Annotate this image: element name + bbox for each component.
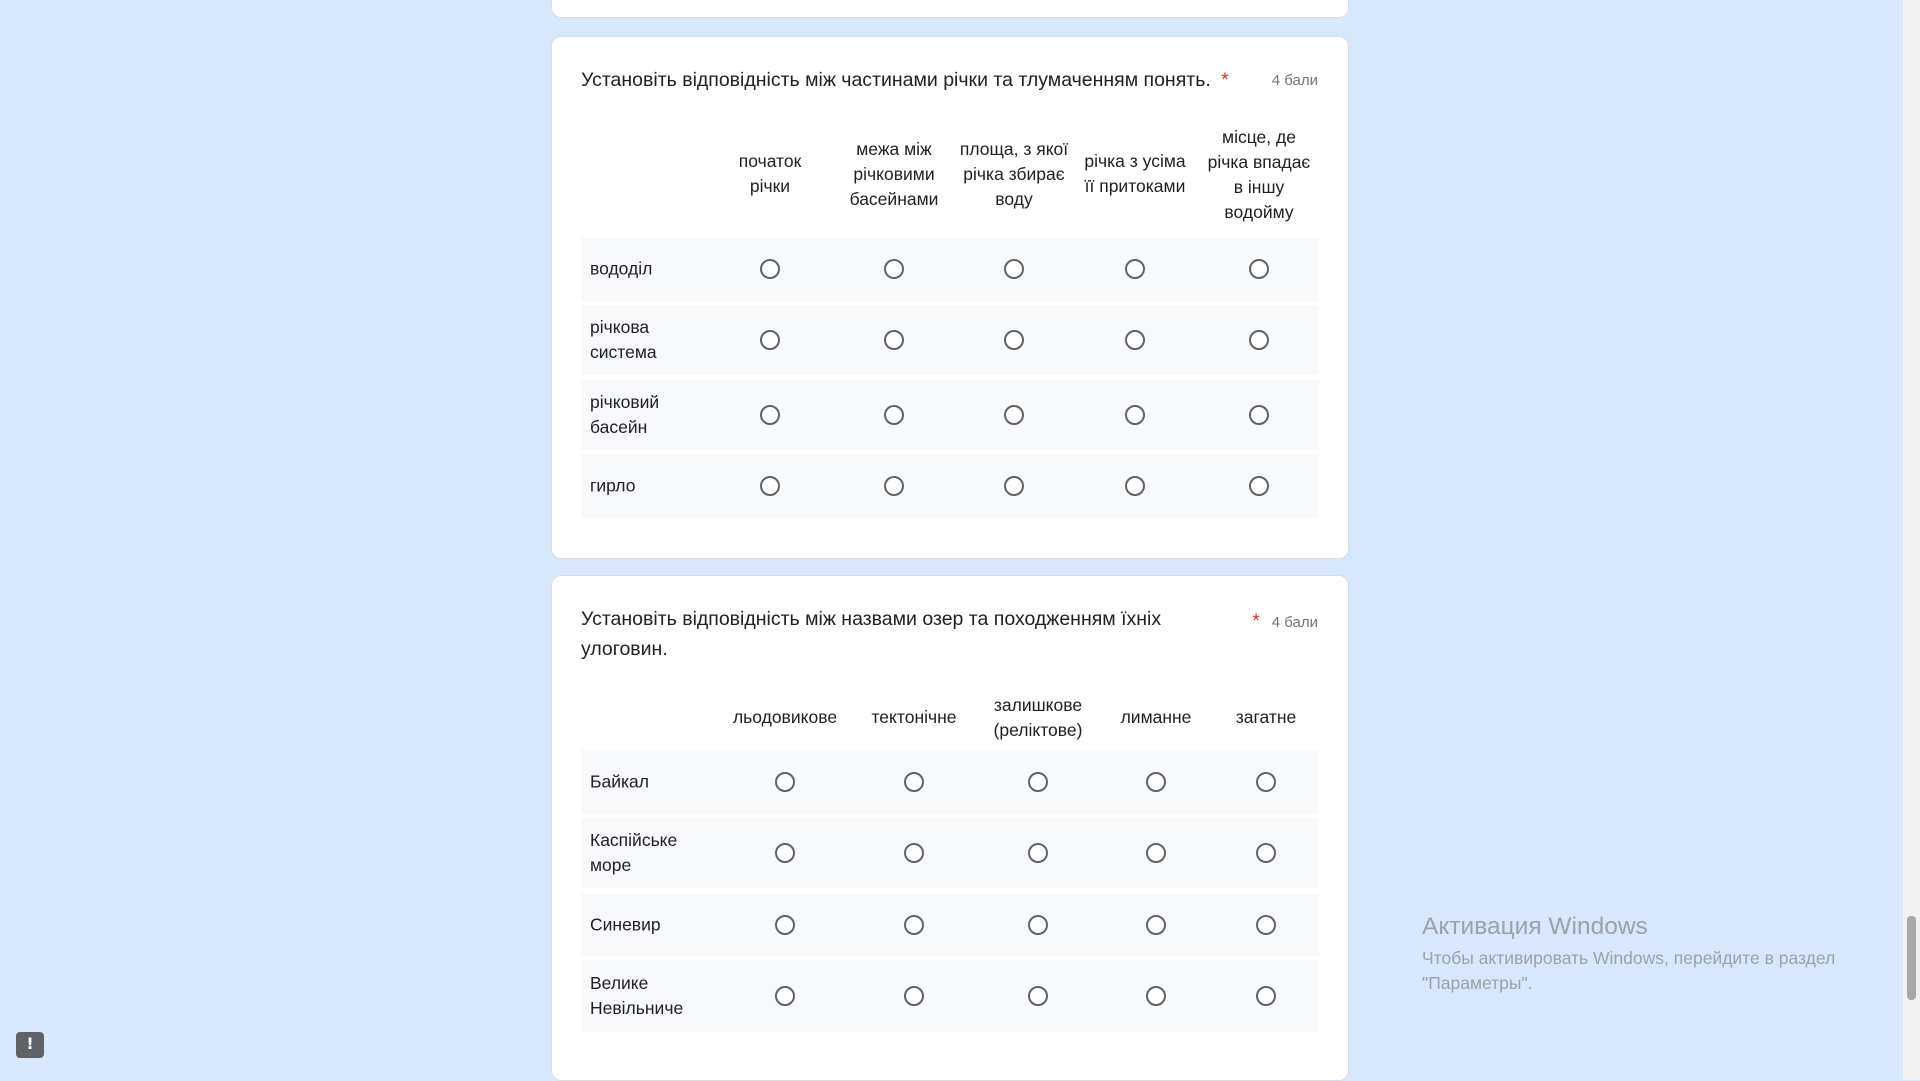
grid-row (581, 237, 1319, 301)
column-header: лиманне (1120, 707, 1192, 727)
watermark-title: Активация Windows (1422, 913, 1648, 940)
question-card-lake-origin (551, 575, 1349, 1081)
radio-button[interactable] (775, 843, 795, 863)
column-header: площа, з якої річка збирає воду (959, 139, 1069, 209)
radio-button[interactable] (1146, 772, 1166, 792)
feedback-icon[interactable] (16, 1032, 44, 1058)
radio-button[interactable] (1028, 986, 1048, 1006)
required-asterisk: * (1221, 70, 1229, 91)
radio-button[interactable] (1125, 330, 1145, 350)
radio-button[interactable] (1004, 330, 1024, 350)
radio-button[interactable] (1004, 259, 1024, 279)
radio-button[interactable] (1146, 986, 1166, 1006)
radio-button[interactable] (1125, 476, 1145, 496)
row-label: Велике Невільниче (590, 973, 684, 1018)
radio-button[interactable] (1028, 843, 1048, 863)
row-label: річковий басейн (590, 392, 660, 437)
question-header (581, 65, 1318, 95)
question-header (581, 604, 1318, 664)
row-label: Синевир (590, 914, 661, 934)
grid-row (581, 454, 1319, 518)
radio-button[interactable] (1249, 476, 1269, 496)
question-card-river-parts (551, 36, 1349, 559)
radio-button[interactable] (1256, 986, 1276, 1006)
radio-button[interactable] (1028, 772, 1048, 792)
watermark-text: Чтобы активировать Windows, перейдите в раздел "Параметры". (1422, 948, 1836, 993)
required-asterisk: * (1252, 611, 1260, 632)
radio-button[interactable] (1249, 405, 1269, 425)
scroll-down-arrow-icon[interactable] (1903, 1063, 1920, 1080)
radio-button[interactable] (760, 259, 780, 279)
radio-button[interactable] (1125, 259, 1145, 279)
radio-button[interactable] (1256, 843, 1276, 863)
radio-button[interactable] (1256, 915, 1276, 935)
radio-button[interactable] (775, 772, 795, 792)
radio-button[interactable] (1249, 259, 1269, 279)
column-header: льодовикове (732, 707, 838, 727)
radio-button[interactable] (904, 986, 924, 1006)
radio-button[interactable] (884, 330, 904, 350)
radio-button[interactable] (1249, 330, 1269, 350)
radio-button[interactable] (760, 330, 780, 350)
radio-button[interactable] (1028, 915, 1048, 935)
radio-button[interactable] (1146, 843, 1166, 863)
column-header: початок річки (738, 151, 802, 196)
windows-activation-watermark (1422, 912, 1872, 996)
radio-button[interactable] (1256, 772, 1276, 792)
radio-button[interactable] (760, 476, 780, 496)
radio-button[interactable] (904, 772, 924, 792)
column-header: межа між річковими басейнами (849, 139, 939, 209)
radio-button[interactable] (1004, 405, 1024, 425)
row-label: вододіл (590, 258, 653, 279)
radio-button[interactable] (775, 915, 795, 935)
question-title: Установіть відповідність між частинами річки та тлумаченням понять. (581, 69, 1211, 91)
row-label: Каспійське море (590, 830, 678, 875)
radio-button[interactable] (1146, 915, 1166, 935)
question-points: 4 бали (1271, 614, 1318, 631)
row-label: Байкал (590, 771, 649, 792)
vertical-scrollbar[interactable] (1903, 0, 1920, 1080)
scrollbar-thumb[interactable] (1907, 916, 1916, 1000)
radio-button[interactable] (904, 843, 924, 863)
scroll-up-arrow-icon[interactable] (1903, 0, 1920, 17)
column-header: загатне (1235, 707, 1297, 727)
row-label: річкова система (590, 317, 657, 362)
row-label: гирло (590, 475, 636, 496)
radio-button[interactable] (904, 915, 924, 935)
radio-button[interactable] (884, 476, 904, 496)
column-header: залишкове (реліктове) (993, 695, 1083, 740)
column-header: річка з усіма її притоками (1084, 151, 1186, 196)
grid-row (581, 380, 1319, 450)
radio-button[interactable] (884, 259, 904, 279)
radio-button[interactable] (760, 405, 780, 425)
grid-row (581, 750, 1319, 814)
grid-row (581, 960, 1319, 1032)
question-title: Установіть відповідність між назвами озер та походженням їхніх улоговин. (581, 608, 1162, 660)
grid-row (581, 893, 1319, 956)
column-header: тектонічне (871, 707, 957, 727)
previous-question-card (551, 0, 1349, 18)
radio-button[interactable] (1004, 476, 1024, 496)
radio-button[interactable] (884, 405, 904, 425)
column-header: місце, де річка впадає в іншу водойму (1207, 127, 1311, 222)
grid-row (581, 818, 1319, 888)
grid-row (581, 305, 1319, 375)
radio-button[interactable] (775, 986, 795, 1006)
question-points: 4 бали (1271, 72, 1318, 89)
radio-button[interactable] (1125, 405, 1145, 425)
